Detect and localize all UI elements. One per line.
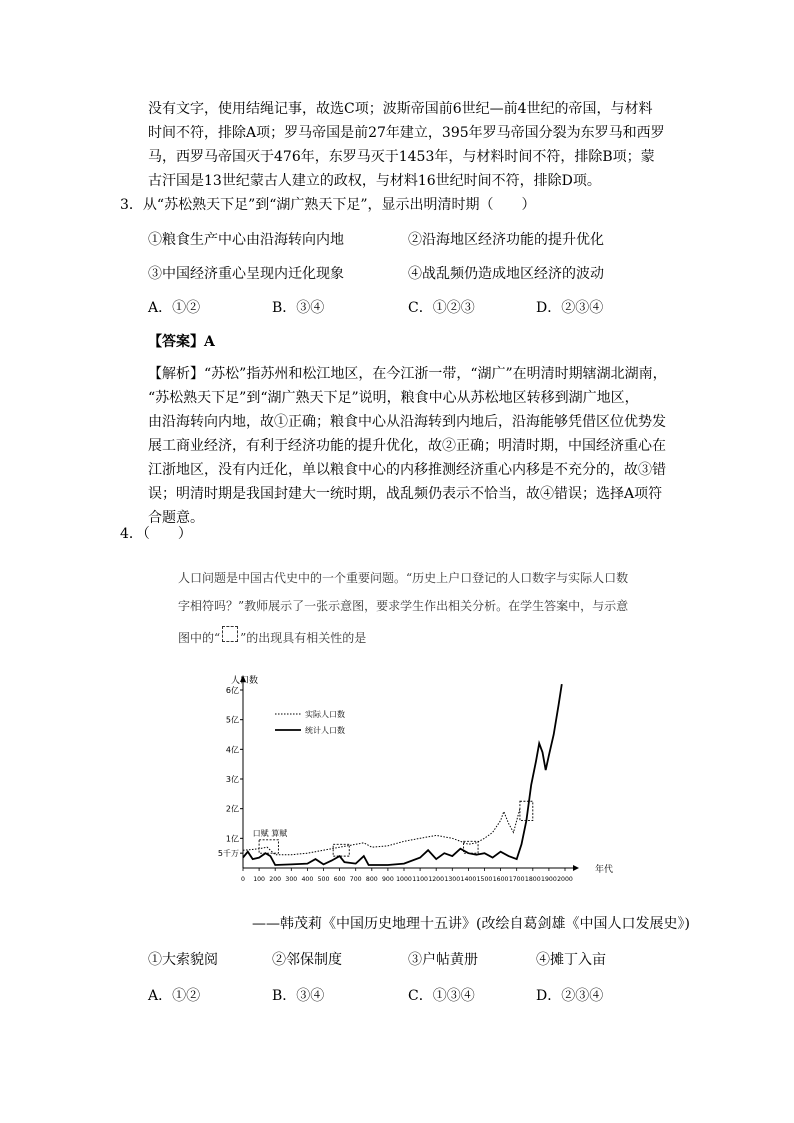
dashed-box-2 (333, 844, 349, 856)
legend-label-2: 统计人口数 (305, 726, 345, 735)
x-tick-label: 1100 (412, 876, 428, 883)
q3-analysis-line-6: 误；明清时期是我国封建大一统时期，战乱频仍表示不恰当，故④错误；选择A项符 (148, 486, 663, 502)
q3-analysis-line-4: 展工商业经济，有利于经济功能的提升优化，故②正确；明清时期，中国经济重心在 (148, 438, 666, 454)
q4-option-2: ②邻保制度 (272, 952, 342, 968)
prev-explanation-line-1: 没有文字，使用结绳记事，故选C项；波斯帝国前6世纪—前4世纪的帝国，与材料 (148, 101, 653, 117)
q4-option-3: ③户帖黄册 (408, 952, 478, 968)
q4-material-line-2: 字相符吗？”教师展示了一张示意图，要求学生作出相关分析。在学生答案中，与示意 (178, 599, 629, 613)
y-tick-label: 3亿 (225, 775, 239, 784)
q3-analysis-line-3: 由沿海转向内地，故①正确；粮食中心从沿海转到内地后，沿海能够凭借区位优势发 (148, 414, 666, 430)
x-tick-label: 900 (381, 876, 394, 883)
prev-explanation-line-4: 古汗国是13世纪蒙古人建立的政权，与材料16世纪时间不符，排除D项。 (148, 173, 601, 189)
dashed-box-icon (222, 626, 238, 642)
x-axis-arrow (573, 865, 579, 871)
q3-stem: 3．从“苏松熟天下足”到“湖广熟天下足”，显示出明清时期（ ） (120, 197, 536, 213)
x-tick-label: 100 (253, 876, 266, 883)
x-tick-label: 1200 (428, 876, 445, 883)
q4-choice-b: B．③④ (272, 988, 325, 1004)
x-tick-label: 2000 (557, 876, 573, 883)
q3-option-2: ②沿海地区经济功能的提升优化 (408, 232, 604, 248)
q4-choice-d: D．②③④ (536, 988, 604, 1004)
q3-choice-a: A．①② (148, 300, 201, 316)
x-tick-label: 300 (285, 876, 298, 883)
q3-option-3: ③中国经济重心呈现内迁化现象 (148, 266, 344, 282)
population-chart (205, 668, 625, 900)
q4-option-4: ④摊丁入亩 (536, 952, 606, 968)
chart-annotation: 口赋 算赋 (252, 828, 288, 838)
x-tick-label: 1800 (524, 876, 541, 883)
x-tick-label: 1400 (460, 876, 477, 883)
x-axis-label: 年代 (595, 865, 614, 875)
q3-choice-d: D．②③④ (536, 300, 604, 316)
q3-answer: 【答案】A (148, 334, 215, 350)
q3-choice-c: C．①②③ (408, 300, 475, 316)
x-tick-label: 1300 (444, 876, 461, 883)
x-tick-label: 1000 (396, 876, 412, 883)
x-tick-label: 0 (241, 876, 245, 883)
y-tick-label: 1亿 (225, 834, 239, 844)
y-tick-label: 5亿 (225, 715, 239, 725)
x-tick-label: 600 (333, 876, 346, 883)
y-tick-label: 4亿 (225, 745, 239, 755)
q4-material-line-3 (178, 628, 366, 648)
y-tick-label: 5千万 (217, 849, 239, 859)
x-tick-label: 1900 (541, 876, 557, 883)
y-axis-label: 人口数 (231, 676, 259, 686)
q4-choice-a: A．①② (148, 988, 201, 1004)
q4-source: ——韩茂莉《中国历史地理十五讲》(改绘自葛剑雄《中国人口发展史》) (252, 916, 690, 932)
q4-material-post: ”的出现具有相关性的是 (240, 631, 367, 645)
x-tick-label: 1600 (492, 876, 509, 883)
q3-analysis-line-7: 合题意。 (148, 510, 204, 526)
dashed-box-1 (259, 840, 278, 853)
q4-material-pre: 图中的“ (178, 631, 221, 645)
q4-stem: 4．（ ） (120, 526, 192, 542)
q3-analysis-line-5: 江浙地区，没有内迁化，单以粮食中心的内移推测经济重心内移是不充分的，故③错 (148, 462, 666, 478)
x-tick-label: 400 (301, 876, 314, 883)
q4-option-1: ①大索貌阅 (148, 952, 218, 968)
x-tick-label: 1700 (508, 876, 525, 883)
x-tick-label: 200 (269, 876, 282, 883)
prev-explanation-line-2: 时间不符，排除A项；罗马帝国是前27年建立，395年罗马帝国分裂为东罗马和西罗 (148, 125, 665, 141)
q3-option-1: ①粮食生产中心由沿海转向内地 (148, 232, 344, 248)
q4-choice-c: C．①③④ (408, 988, 475, 1004)
x-tick-label: 800 (365, 876, 378, 883)
x-tick-label: 500 (317, 876, 330, 883)
y-tick-label: 2亿 (225, 804, 239, 814)
q3-option-4: ④战乱频仍造成地区经济的波动 (408, 266, 604, 282)
series-line-2 (243, 684, 562, 865)
q3-analysis-line-2: “苏松熟天下足”到“湖广熟天下足”说明，粮食中心从苏松地区转移到湖广地区， (148, 390, 639, 406)
q3-choice-b: B．③④ (272, 300, 325, 316)
x-tick-label: 700 (349, 876, 362, 883)
q3-analysis-line-1: 【解析】“苏松”指苏州和松江地区，在今江浙一带，“湖广”在明清时期辖湖北湖南， (148, 366, 667, 382)
q4-material-line-1: 人口问题是中国古代史中的一个重要问题。“历史上户口登记的人口数字与实际人口数 (178, 571, 629, 585)
x-tick-label: 1500 (476, 876, 493, 883)
prev-explanation-line-3: 马，西罗马帝国灭于476年，东罗马灭于1453年，与材料时间不符，排除B项；蒙 (148, 149, 655, 165)
legend-label-1: 实际人口数 (305, 710, 345, 719)
y-tick-label: 6亿 (225, 686, 239, 695)
